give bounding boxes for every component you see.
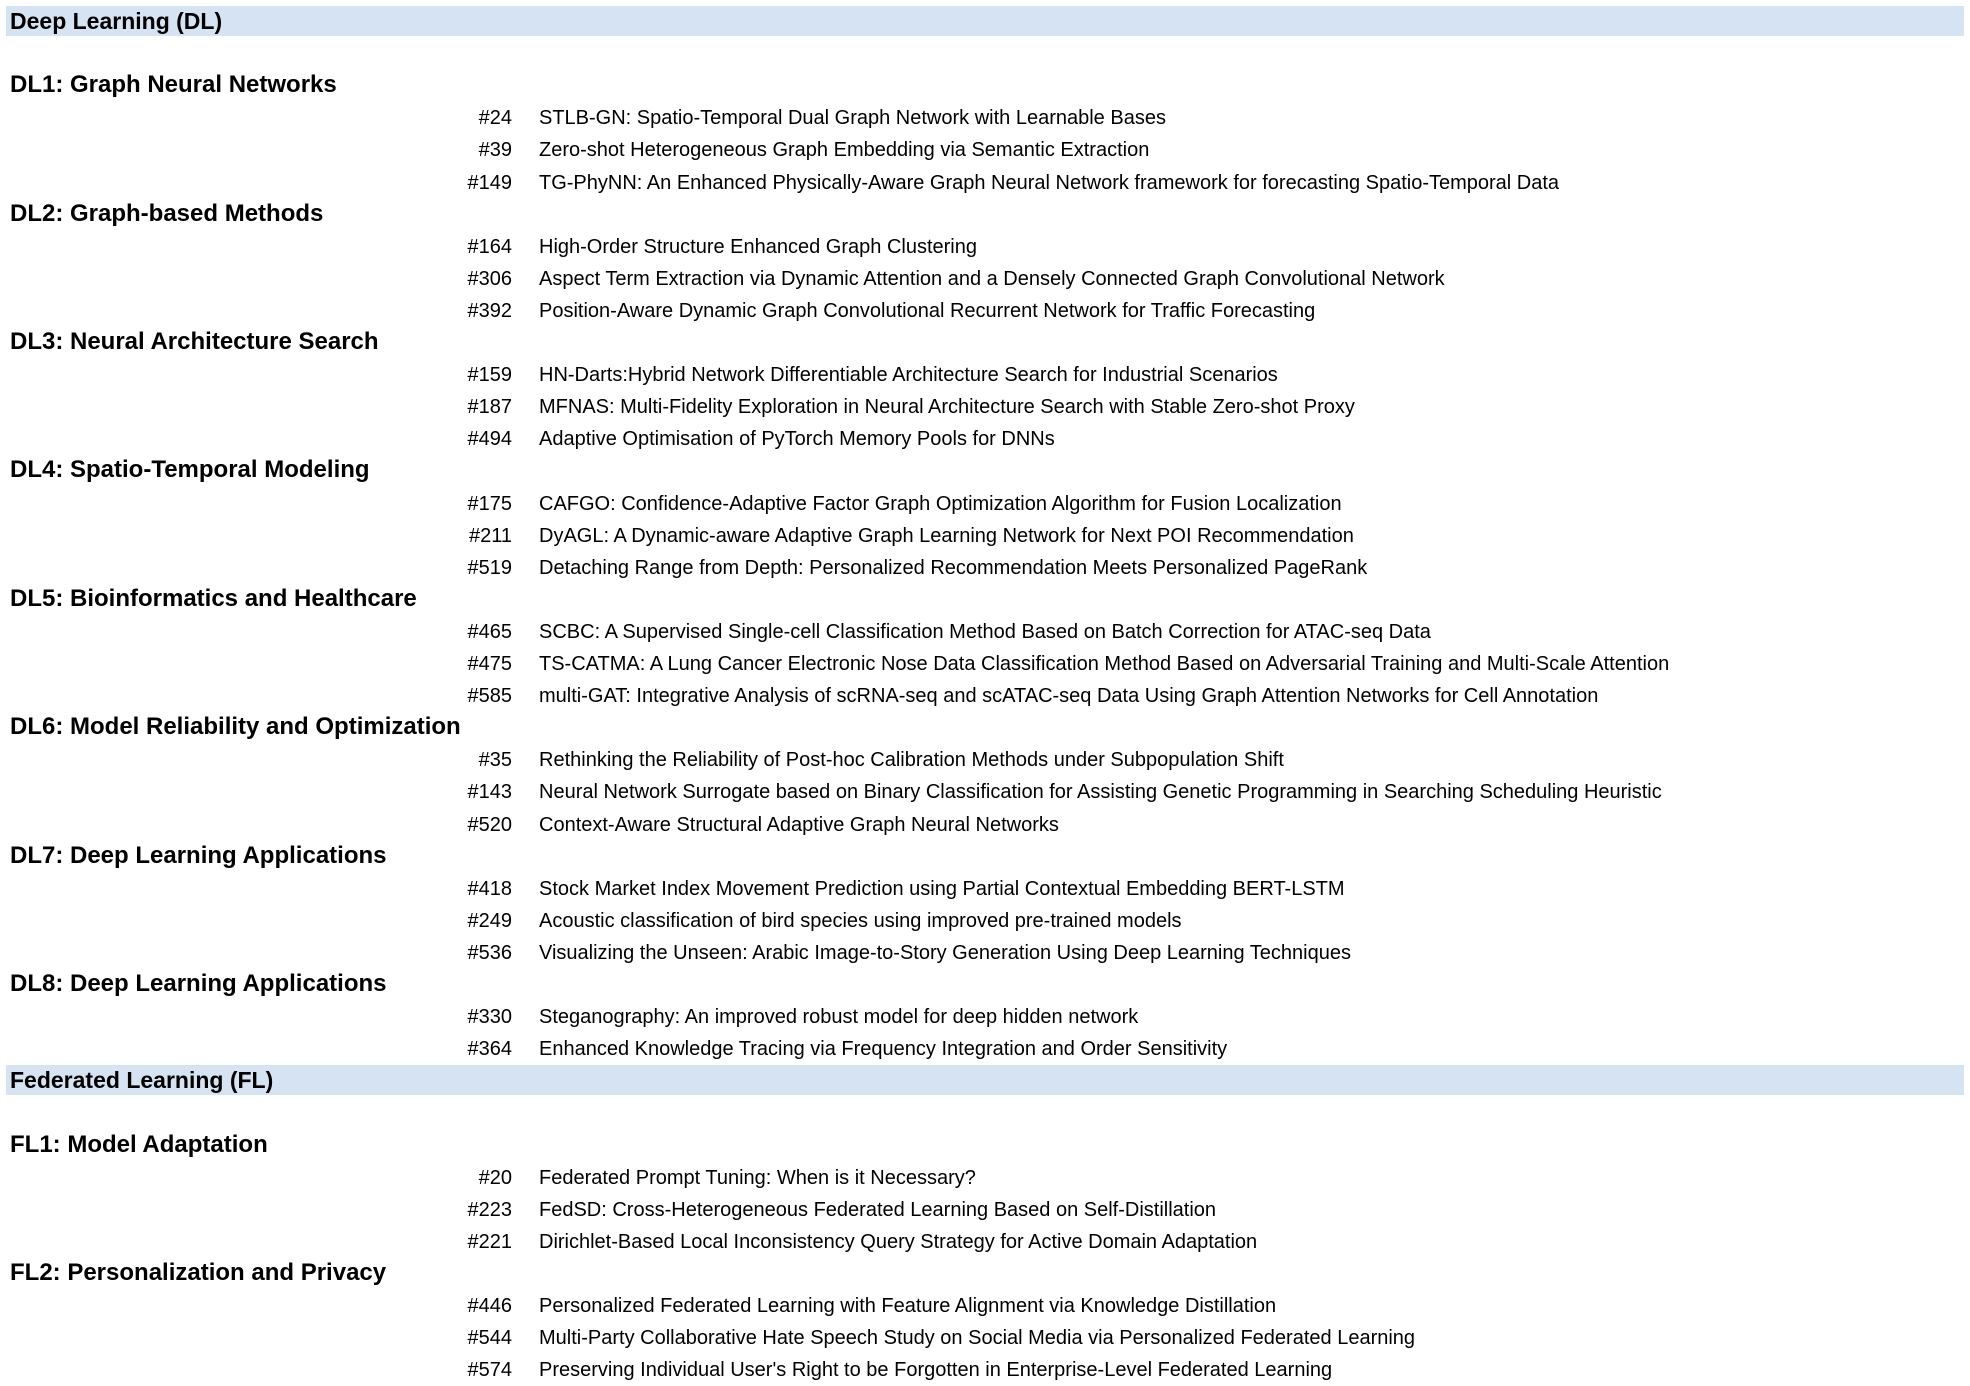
paper-row bbox=[0, 1290, 1970, 1322]
paper-title: Steganography: An improved robust model for deep hidden network bbox=[539, 1006, 1139, 1029]
paper-id: #249 bbox=[467, 909, 512, 932]
paper-title: Aspect Term Extraction via Dynamic Attention and a Densely Connected Graph Convolutional Network bbox=[539, 267, 1445, 290]
paper-id: #39 bbox=[478, 139, 512, 162]
paper-title: Position-Aware Dynamic Graph Convolutional Recurrent Network for Traffic Forecasting bbox=[539, 299, 1316, 322]
paper-title: Preserving Individual User's Right to be Forgotten in Enterprise-Level Federated Learning bbox=[539, 1359, 1333, 1382]
paper-row bbox=[0, 680, 1970, 712]
paper-title: High-Order Structure Enhanced Graph Clustering bbox=[539, 235, 977, 258]
paper-row bbox=[0, 905, 1970, 937]
session-title: DL2: Graph-based Methods bbox=[10, 199, 324, 227]
paper-row bbox=[0, 263, 1970, 295]
paper-id: #475 bbox=[467, 653, 512, 675]
session-title: FL1: Model Adaptation bbox=[10, 1130, 268, 1158]
paper-title: SCBC: A Supervised Single-cell Classification Method Based on Batch Correction for ATAC-seq Data bbox=[539, 620, 1431, 643]
paper-title: HN-Darts:Hybrid Network Differentiable Architecture Search for Industrial Scenarios bbox=[539, 364, 1278, 387]
paper-row bbox=[0, 873, 1970, 905]
paper-id: #175 bbox=[467, 492, 512, 515]
session-title: DL3: Neural Architecture Search bbox=[10, 328, 379, 355]
paper-title: Enhanced Knowledge Tracing via Frequency Integration and Order Sensitivity bbox=[539, 1038, 1228, 1061]
paper-id: #520 bbox=[467, 813, 512, 836]
paper-title: MFNAS: Multi-Fidelity Exploration in Neural Architecture Search with Stable Zero-shot Proxy bbox=[539, 396, 1355, 419]
paper-title: TS-CATMA: A Lung Cancer Electronic Nose Data Classification Method Based on Adversarial Training and Multi-Scale Attention bbox=[539, 653, 1670, 675]
paper-row bbox=[0, 1226, 1970, 1258]
session-title: DL5: Bioinformatics and Healthcare bbox=[10, 584, 417, 612]
paper-row bbox=[0, 552, 1970, 584]
paper-id: #392 bbox=[467, 299, 512, 322]
paper-title: Stock Market Index Movement Prediction using Partial Contextual Embedding BERT-LSTM bbox=[539, 877, 1345, 900]
paper-row bbox=[0, 423, 1970, 455]
session-title: DL6: Model Reliability and Optimization bbox=[10, 713, 461, 741]
paper-title: Multi-Party Collaborative Hate Speech Study on Social Media via Personalized Federated Learning bbox=[539, 1327, 1416, 1350]
paper-title: DyAGL: A Dynamic-aware Adaptive Graph Learning Network for Next POI Recommendation bbox=[539, 524, 1354, 547]
paper-id: #35 bbox=[478, 749, 512, 772]
paper-row bbox=[0, 616, 1970, 648]
paper-id: #536 bbox=[467, 941, 512, 964]
paper-title: Personalized Federated Learning with Feature Alignment via Knowledge Distillation bbox=[539, 1295, 1277, 1317]
paper-title: Neural Network Surrogate based on Binary Classification for Assisting Genetic Programming in Searching Scheduling Heuristic bbox=[539, 781, 1662, 804]
paper-id: #418 bbox=[467, 877, 512, 900]
paper-row bbox=[0, 102, 1970, 134]
paper-id: #585 bbox=[467, 685, 512, 708]
paper-title: Context-Aware Structural Adaptive Graph Neural Networks bbox=[539, 813, 1059, 836]
paper-row bbox=[0, 488, 1970, 520]
paper-title: Acoustic classification of bird species using improved pre-trained models bbox=[539, 909, 1182, 932]
paper-row bbox=[0, 937, 1970, 969]
paper-id: #330 bbox=[467, 1006, 512, 1029]
paper-row bbox=[0, 809, 1970, 841]
paper-id: #494 bbox=[467, 428, 512, 451]
paper-id: #20 bbox=[478, 1166, 512, 1189]
session-title: DL7: Deep Learning Applications bbox=[10, 841, 387, 869]
paper-title: Adaptive Optimisation of PyTorch Memory Pools for DNNs bbox=[539, 428, 1055, 451]
paper-id: #544 bbox=[467, 1327, 512, 1350]
paper-id: #465 bbox=[467, 620, 512, 643]
session-title: DL4: Spatio-Temporal Modeling bbox=[10, 456, 370, 484]
session-title: DL1: Graph Neural Networks bbox=[10, 71, 337, 99]
paper-id: #211 bbox=[468, 524, 512, 547]
paper-title: TG-PhyNN: An Enhanced Physically-Aware Graph Neural Network framework for forecasting Spatio-Temporal Data bbox=[539, 171, 1560, 194]
paper-id: #164 bbox=[467, 235, 512, 258]
paper-title: STLB-GN: Spatio-Temporal Dual Graph Network with Learnable Bases bbox=[539, 107, 1166, 130]
paper-id: #519 bbox=[467, 556, 512, 579]
paper-title: Visualizing the Unseen: Arabic Image-to-Story Generation Using Deep Learning Techniques bbox=[539, 941, 1351, 964]
paper-id: #221 bbox=[467, 1230, 512, 1253]
paper-row bbox=[0, 1354, 1970, 1386]
session-title: FL2: Personalization and Privacy bbox=[10, 1258, 387, 1286]
paper-id: #306 bbox=[467, 267, 512, 290]
paper-title: Federated Prompt Tuning: When is it Necessary? bbox=[539, 1166, 976, 1189]
paper-row bbox=[0, 1162, 1970, 1194]
paper-id: #24 bbox=[478, 107, 512, 130]
session-title: DL8: Deep Learning Applications bbox=[10, 970, 387, 997]
paper-id: #364 bbox=[467, 1038, 512, 1061]
paper-row bbox=[0, 520, 1970, 552]
paper-row bbox=[0, 134, 1970, 166]
section-header: Federated Learning (FL) bbox=[6, 1065, 1964, 1095]
paper-row bbox=[0, 231, 1970, 263]
top-margin bbox=[0, 0, 1970, 6]
paper-title: Dirichlet-Based Local Inconsistency Query Strategy for Active Domain Adaptation bbox=[539, 1230, 1258, 1253]
paper-id: #223 bbox=[467, 1198, 512, 1221]
paper-row bbox=[0, 391, 1970, 423]
paper-id: #446 bbox=[467, 1295, 512, 1317]
paper-title: CAFGO: Confidence-Adaptive Factor Graph Optimization Algorithm for Fusion Localization bbox=[539, 492, 1342, 515]
paper-row bbox=[0, 1194, 1970, 1226]
paper-id: #574 bbox=[467, 1359, 512, 1382]
paper-id: #187 bbox=[467, 396, 512, 419]
paper-title: FedSD: Cross-Heterogeneous Federated Learning Based on Self-Distillation bbox=[539, 1198, 1217, 1221]
paper-title: Detaching Range from Depth: Personalized Recommendation Meets Personalized PageRank bbox=[539, 556, 1368, 579]
paper-row bbox=[0, 1322, 1970, 1354]
paper-title: Zero-shot Heterogeneous Graph Embedding via Semantic Extraction bbox=[539, 139, 1150, 162]
section-header: Deep Learning (DL) bbox=[6, 6, 1964, 36]
paper-row bbox=[0, 1033, 1970, 1065]
paper-id: #159 bbox=[467, 364, 512, 387]
paper-row bbox=[0, 359, 1970, 391]
paper-id: #149 bbox=[467, 171, 512, 194]
paper-row bbox=[0, 295, 1970, 327]
paper-row bbox=[0, 167, 1970, 199]
paper-title: Rethinking the Reliability of Post-hoc Calibration Methods under Subpopulation Shift bbox=[539, 749, 1284, 772]
paper-id: #143 bbox=[467, 781, 512, 804]
paper-title: multi-GAT: Integrative Analysis of scRNA-seq and scATAC-seq Data Using Graph Attention Networks for Cell Annotation bbox=[539, 685, 1599, 708]
paper-row bbox=[0, 1001, 1970, 1033]
paper-row bbox=[0, 648, 1970, 680]
paper-row bbox=[0, 776, 1970, 808]
paper-row bbox=[0, 744, 1970, 776]
